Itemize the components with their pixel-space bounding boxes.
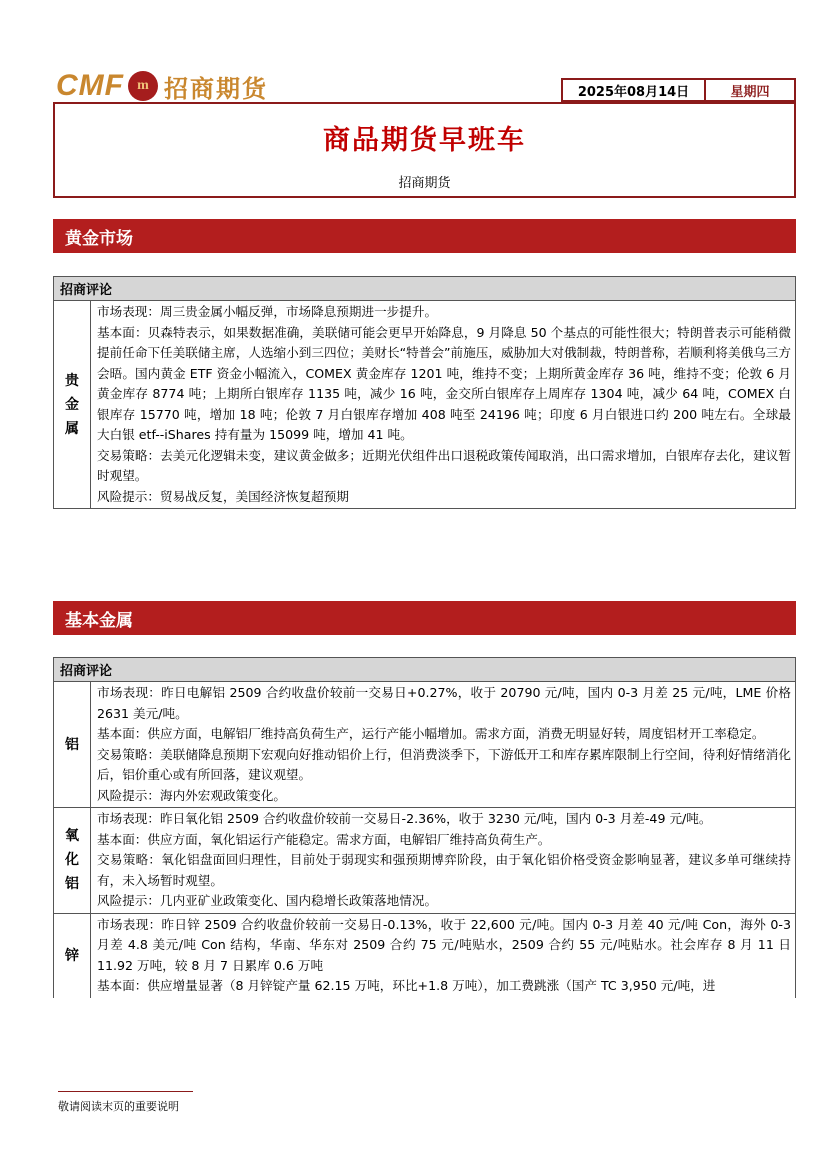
gold-comment-table bbox=[53, 276, 796, 509]
report-weekday: 星期四 bbox=[706, 78, 796, 102]
base-metals-comment-table bbox=[53, 657, 796, 998]
footer-note: 敬请阅读末页的重要说明 bbox=[58, 1100, 179, 1113]
commodity-label-char: 化 bbox=[65, 852, 79, 869]
commentary-paragraph: 交易策略：美联储降息预期下宏观向好推动铝价上行，但消费淡季下，下游低开工和库存累库限制上行空间，待利好情绪消化后，铝价重心或有所回落，建议观望。 bbox=[97, 746, 791, 782]
comment-header: 招商评论 bbox=[54, 277, 795, 301]
section-header-base-metals: 基本金属 bbox=[53, 601, 796, 635]
comment-header: 招商评论 bbox=[54, 658, 795, 682]
commentary-paragraph: 风险提示：海内外宏观政策变化。 bbox=[97, 787, 286, 803]
commodity-label-char: 金 bbox=[65, 396, 79, 413]
commodity-label-char: 氧 bbox=[65, 828, 79, 845]
commodity-commentary bbox=[91, 914, 795, 998]
commodity-label-char: 贵 bbox=[65, 372, 79, 389]
commentary-paragraph: 基本面：供应方面，电解铝厂维持高负荷生产，运行产能小幅增加。需求方面，消费无明显好转，周度铝材开工率稳定。 bbox=[97, 726, 765, 741]
commodity-label-char: 属 bbox=[65, 420, 79, 437]
section-header-gold: 黄金市场 bbox=[53, 219, 796, 253]
commentary-paragraph: 基本面：贝森特表示，如果数据准确，美联储可能会更早开始降息，9 月降息 50 个基点的可能性很大；特朗普表示可能稍微提前任命下任美联储主席，人选缩小到三四位；美财长“特普会”前施压，威胁加大对俄制裁，特朗普称，若顺利将美俄乌三方会晤。国内黄金 ETF 资金小幅流入，COMEX 黄金库存 1201 吨，维持不变；上期所黄金库存 36 吨，维持不变；伦敦 6 月黄金库存 8774 吨；上期所白银库存 1135 吨，减少 16 吨，金交所白银库存上周库存 1304 吨，减少 64 吨，COMEX 白银库存 15770 吨，增加 18 吨；伦敦 7 月白银库存增加 408 吨至 24196 吨；印度 6 月白银进口约 200 吨左右。全球最大白银 etf--iShares 持有量为 15099 吨，增加 41 吨。 bbox=[97, 324, 791, 442]
commentary-paragraph: 基本面：供应增量显著（8 月锌锭产量 62.15 万吨，环比+1.8 万吨），加工费跳涨（国产 TC 3,950 元/吨，进 bbox=[97, 978, 716, 993]
logo-company-name: 招商期货 bbox=[163, 74, 268, 103]
commentary-paragraph: 交易策略：去美元化逻辑未变，建议黄金做多；近期光伏组件出口退税政策传闻取消，出口需求增加，白银库存去化，建议暂时观望。 bbox=[97, 447, 791, 483]
commodity-row bbox=[54, 682, 795, 808]
report-date: 2025年08月14日 bbox=[561, 78, 706, 102]
footer-divider bbox=[58, 1091, 193, 1092]
commodity-commentary bbox=[91, 301, 795, 508]
title-box bbox=[53, 102, 796, 198]
commodity-label bbox=[54, 682, 91, 807]
commentary-paragraph: 市场表现：昨日锌 2509 合约收盘价较前一交易日-0.13%，收于 22,600 元/吨。国内 0-3 月差 40 元/吨 Con，海外 0-3 月差 4.8 美元/吨 Con 结构，华南、华东对 2509 合约 75 元/吨贴水，2509 合约 55 元/吨贴水。社会库存 8 月 11 日 11.92 万吨，较 8 月 7 日累库 0.6 万吨 bbox=[97, 916, 791, 973]
commentary-paragraph: 市场表现：昨日氧化铝 2509 合约收盘价较前一交易日-2.36%，收于 3230 元/吨，国内 0-3 月差-49 元/吨。 bbox=[97, 811, 712, 826]
commentary-paragraph: 市场表现：周三贵金属小幅反弹，市场降息预期进一步提升。 bbox=[97, 304, 438, 319]
commodity-row bbox=[54, 914, 795, 998]
commodity-label-char: 锌 bbox=[65, 947, 79, 964]
page-title: 商品期货早班车 bbox=[323, 125, 526, 156]
commodity-label bbox=[54, 914, 91, 998]
commodity-row bbox=[54, 301, 795, 508]
commodity-label-char: 铝 bbox=[65, 876, 79, 893]
commodity-row bbox=[54, 808, 795, 914]
commentary-paragraph: 风险提示：贸易战反复，美国经济恢复超预期 bbox=[97, 488, 349, 504]
commodity-commentary bbox=[91, 682, 795, 807]
commodity-commentary bbox=[91, 808, 795, 913]
commentary-paragraph: 市场表现：昨日电解铝 2509 合约收盘价较前一交易日+0.27%，收于 20790 元/吨，国内 0-3 月差 25 元/吨，LME 价格 2631 美元/吨。 bbox=[97, 685, 791, 721]
commentary-paragraph: 交易策略：氧化铝盘面回归理性，目前处于弱现实和强预期博弈阶段，由于氧化铝价格受资金影响显著，建议多单可继续持有，未入场暂时观望。 bbox=[97, 852, 791, 888]
logo-badge-icon: m bbox=[128, 71, 158, 101]
commodity-label bbox=[54, 301, 91, 508]
page-subtitle: 招商期货 bbox=[398, 176, 451, 191]
commentary-paragraph: 风险提示：几内亚矿业政策变化、国内稳增长政策落地情况。 bbox=[97, 893, 438, 908]
commodity-label bbox=[54, 808, 91, 913]
commentary-paragraph: 基本面：供应方面，氧化铝运行产能稳定。需求方面，电解铝厂维持高负荷生产。 bbox=[97, 831, 551, 847]
logo-cmf-text: CMF bbox=[56, 69, 124, 102]
commodity-label-char: 铝 bbox=[65, 736, 79, 753]
company-logo bbox=[56, 66, 268, 106]
